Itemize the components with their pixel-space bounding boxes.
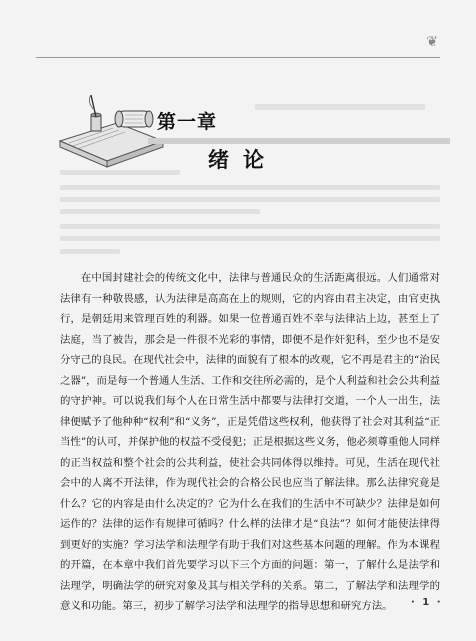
bleed-through-text — [60, 224, 440, 229]
bleed-through-text — [60, 236, 440, 241]
bleed-through-text — [60, 197, 440, 202]
bleed-through-text — [60, 209, 260, 214]
chapter-number: 第一章 — [157, 111, 218, 133]
bleed-through-text — [60, 185, 440, 190]
header-ornament-icon: ❦ — [426, 34, 438, 50]
header-rule — [36, 57, 440, 58]
chapter-title: 绪论 — [208, 148, 278, 172]
chapter-heading-bar — [148, 138, 450, 144]
body-paragraph: 在中国封建社会的传统文化中，法律与普通民众的生活距离很远。人们通常对法律有一种敬畏感，认为法律是高高在上的规则，它的内容由君主决定，由官吏执行，是朝廷用来管理百姓的利器。如果一位普通百姓不幸与法律沾上边，甚至上了法庭，当了被告，那会是一件很不光彩的事情，即便不是作奸犯科，至少也不是安分守己的良民。在现代社会中，法律的面貌有了根本的改观，它不再是君主的“治民之器”，而是每一个普通人生活、工作和交往所必需的，是个人利益和社会公共利益的守护神。可以说我们每个人在日常生活中都要与法律打交道，一个人一出生，法律便赋予了他种种“权利”和“义务”，正是凭借这些权利，他获得了社会对其利益“正当性”的认可，并保护他的权益不受侵犯；正是根据这些义务，他必须尊重他人同样的正当权益和整个社会的公共利益，使社会共同体得以维持。可见，生活在现代社会中的人离不开法律，作为现代社会的合格公民也应当了解法律。那么法律究竟是什么？它的内容是由什么决定的？它为什么在我们的生活中不可缺少？法律是如何运作的？法律的运作有规律可循吗？什么样的法律才是“良法”？如何才能使法律得到更好的实施？学习法学和法理学有助于我们对这些基本问题的理解。作为本课程的开篇，在本章中我们首先要学习以下三个方面的问题：第一，了解什么是法学和法理学，明确法学的研究对象及其与相关学科的关系。第二，了解法学和法理学的意义和功能。第三，初步了解学习法学和法理学的指导思想和研究方法。 — [60, 272, 440, 612]
bleed-through-text — [60, 249, 120, 254]
page-number: · 1 · — [411, 597, 443, 608]
chapter-heading-block — [148, 103, 450, 148]
